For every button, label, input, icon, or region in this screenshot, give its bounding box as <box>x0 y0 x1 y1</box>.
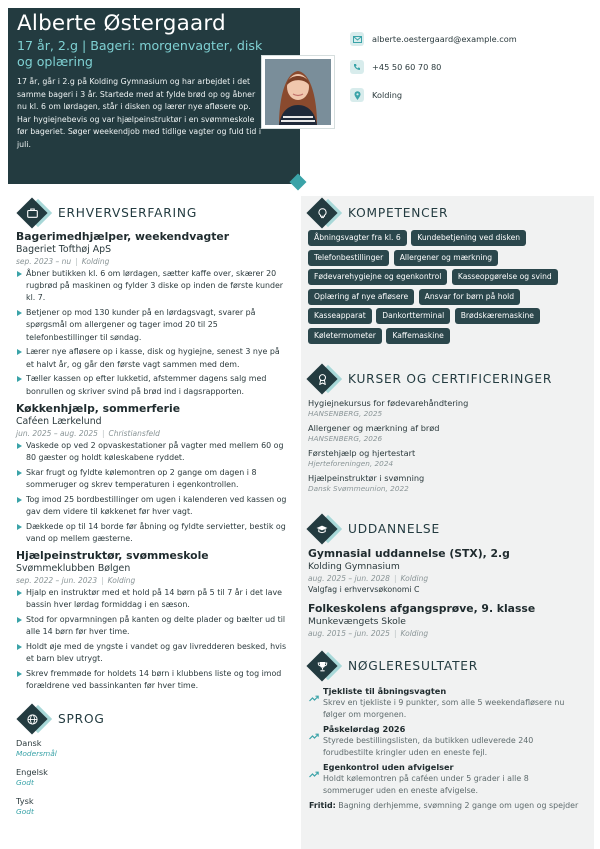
job-bullet: Betjener op mod 130 kunder på en lørdagsvagt, svarer på spørgsmål om allergener og tager imod 20 til 25 telefonbestillinger til søndag. <box>16 307 288 344</box>
education-entry <box>308 602 588 639</box>
experience-title: ERHVERVSERFARING <box>58 206 198 220</box>
education-entry <box>308 547 588 595</box>
experience-list <box>16 230 288 695</box>
job-bullet: Skar frugt og fyldte kølemontren op 2 gange om dagen i 8 sommeruger og skrev temperaturen i egenkontrollen. <box>16 467 288 491</box>
job-place: Christiansfeld <box>108 428 160 438</box>
languages-title: SPROG <box>58 712 105 726</box>
job-bullet: Tæller kassen op efter lukketid, afstemmer dagens salg med bonrullen og skriver svind på brød ind i dagsrapporten. <box>16 373 288 397</box>
education-place: Kolding <box>400 629 429 638</box>
trophy-icon <box>313 657 331 675</box>
contact-location: Kolding <box>372 90 403 100</box>
job-bullet: Hjalp en instruktør med et hold på 14 børn på 5 til 7 år i det lave bassin hver lørdag formiddag i en sæson. <box>16 587 288 611</box>
education-title: UDDANNELSE <box>348 522 440 536</box>
language-level: Godt <box>16 807 34 816</box>
contact-block <box>350 32 517 116</box>
job-meta: sep. 2022 – jun. 2023 | Kolding <box>16 576 136 586</box>
language-level: Modersmål <box>16 749 57 758</box>
result-title: Tjekliste til åbningsvagten <box>323 686 447 696</box>
job-title: Køkkenhjælp, sommerferie <box>16 401 181 415</box>
education-description: Valgfag i erhvervsøkonomi C <box>308 585 420 594</box>
courses-section-header <box>306 362 552 396</box>
job-bullet: Tog imod 25 bordbestillinger om ugen i kalenderen ved kassen og gav dem videre til køkkenet før hver vagt. <box>16 494 288 518</box>
job-bullet: Åbner butikken kl. 6 om lørdagen, sætter kaffe over, skærer 20 rugbrød på maskinen og fylder 3 diske op inden de første kunder kl. 7. <box>16 268 288 305</box>
job-period: jun. 2025 – aug. 2025 <box>16 428 98 438</box>
briefcase-icon <box>23 204 41 222</box>
job-bullet: Lærer nye afløsere op i kasse, disk og hygiejne, senest 3 nye på et halvt år, og går den første vagt sammen med dem. <box>16 346 288 370</box>
job-company: Svømmeklubben Bølgen <box>16 563 131 575</box>
result-item <box>309 686 579 721</box>
graduation-cap-icon <box>313 520 331 538</box>
result-description: Styrede bestillingslisten, da butikken udleverede 240 forudbestilte kringler uden en eneste fejl. <box>323 736 534 757</box>
result-title: Påskelørdag 2026 <box>323 724 406 734</box>
skill-chip: Kasseapparat <box>308 308 372 324</box>
education-degree: Gymnasial uddannelse (STX), 2.g <box>308 547 510 560</box>
spare-time-label: Fritid: <box>309 801 336 810</box>
education-place: Kolding <box>400 574 429 583</box>
job-bullets <box>16 268 288 398</box>
language-name: Dansk <box>16 738 42 748</box>
job-bullet: Holdt øje med de yngste i vandet og gav livredderen besked, hvis et barn blev utrygt. <box>16 641 288 665</box>
job-company: Bageriet Tofthøj ApS <box>16 244 112 255</box>
job-subtitle: 17 år, 2.g | Bageri: morgenvagter, disk og oplæring <box>17 38 263 69</box>
result-description: Skrev en tjekliste i 9 punkter, som alle 5 weekendafløsere nu følger om morgenen. <box>323 698 565 719</box>
contact-location-row <box>350 88 517 102</box>
courses-title: KURSER OG CERTIFICERINGER <box>348 372 553 386</box>
lightbulb-icon <box>313 204 331 222</box>
languages-list <box>16 738 288 825</box>
location-pin-icon <box>350 88 364 102</box>
person-name: Alberte Østergaard <box>17 11 226 36</box>
trend-up-icon <box>309 687 319 706</box>
profile-photo <box>262 56 334 128</box>
contact-phone[interactable]: +45 50 60 70 80 <box>372 62 442 72</box>
phone-icon <box>350 60 364 74</box>
results-section-header <box>306 649 478 683</box>
education-period: aug. 2015 – jun. 2025 <box>308 629 390 638</box>
skill-chip: Kasseopgørelse og svind <box>452 269 558 285</box>
trend-up-icon <box>309 725 319 744</box>
job-bullets <box>16 440 288 545</box>
result-title: Egenkontrol uden afvigelser <box>323 762 454 772</box>
award-ribbon-icon <box>313 370 331 388</box>
education-period: aug. 2025 – jun. 2028 <box>308 574 390 583</box>
languages-section-header <box>16 702 105 736</box>
header-panel <box>8 8 300 184</box>
contact-phone-row[interactable] <box>350 60 517 74</box>
education-degree: Folkeskolens afgangsprøve, 9. klasse <box>308 602 536 615</box>
course-item <box>308 398 588 419</box>
spare-time-text: Bagning derhjemme, svømning 2 gange om ugen og spejder <box>338 801 579 810</box>
skill-chip: Allergener og mærkning <box>394 250 498 266</box>
skill-chip: Fødevarehygiejne og egenkontrol <box>308 269 447 285</box>
job-title: Bagerimedhjælper, weekendvagter <box>16 230 230 243</box>
course-name: Hjælpeinstruktør i svømning <box>308 473 425 483</box>
skill-chip: Åbningsvagter fra kl. 6 <box>308 230 407 246</box>
job-period: sep. 2023 – nu <box>16 257 72 266</box>
courses-list <box>308 398 588 498</box>
experience-section-header <box>16 196 197 230</box>
skill-chip: Oplæring af nye afløsere <box>308 289 414 305</box>
course-item <box>308 473 588 494</box>
education-meta: aug. 2025 – jun. 2028 | Kolding <box>308 574 429 583</box>
job-bullet: Dækkede op til 14 borde før åbning og fyldte servietter, bestik og vand op mellem gæsterne. <box>16 521 288 545</box>
result-description: Holdt kølemontren på caféen under 5 grader i alle 8 sommeruger uden en eneste afvigelse. <box>323 774 529 795</box>
job-place: Kolding <box>81 257 110 266</box>
course-item <box>308 423 588 444</box>
course-meta: Hjerteforeningen, 2024 <box>308 459 394 468</box>
course-item <box>308 448 588 469</box>
job-company: Caféen Lærkelund <box>16 415 102 427</box>
job-place: Kolding <box>107 576 136 586</box>
skill-chip: Kaffemaskine <box>386 328 449 344</box>
profile-summary: 17 år, går i 2.g på Kolding Gymnasium og har arbejdet i det samme bageri i 3 år. Startede med at fylde brød op og åbner nu kl. 6 om lørdagen, står i disken og lærer nye afløsere op. Har hygiejnebevis og var hjælpeinstruktør i en svømmeskole før bageriet. Søger weekendjob med tidlige vagter og fuld tid i juli. <box>17 77 261 149</box>
skill-chip: Dankortterminal <box>376 308 450 324</box>
result-item <box>309 762 579 797</box>
contact-email-row[interactable] <box>350 32 517 46</box>
skill-chip: Kundebetjening ved disken <box>411 230 526 246</box>
results-list <box>309 686 579 812</box>
job-entry <box>16 549 288 692</box>
job-meta: jun. 2025 – aug. 2025 | Christiansfeld <box>16 428 160 438</box>
mail-icon <box>350 32 364 46</box>
job-bullets <box>16 587 288 692</box>
education-list <box>308 547 588 639</box>
course-name: Allergener og mærkning af brød <box>308 423 440 433</box>
job-bullet: Skrev fremmøde for holdets 14 børn i klubbens liste og tog imod forældrene ved bassinkanten før hver time. <box>16 668 288 692</box>
education-school: Kolding Gymnasium <box>308 561 400 572</box>
language-name: Engelsk <box>16 767 48 777</box>
course-name: Førstehjælp og hjertestart <box>308 448 416 458</box>
skill-chip: Brødskæremaskine <box>455 308 540 324</box>
job-period: sep. 2022 – jun. 2023 <box>16 576 98 586</box>
education-section-header <box>306 512 440 546</box>
job-bullet: Stod for opvarmningen på kanten og delte plader og bælter ud til alle 14 børn før hver time. <box>16 614 288 638</box>
globe-icon <box>23 710 41 728</box>
job-entry <box>16 230 288 398</box>
results-title: NØGLERESULTATER <box>348 659 479 673</box>
job-meta: sep. 2023 – nu | Kolding <box>16 257 110 266</box>
education-school: Munkevængets Skole <box>308 616 406 627</box>
education-meta: aug. 2015 – jun. 2025 | Kolding <box>308 629 429 638</box>
result-item <box>309 724 579 759</box>
language-name: Tysk <box>16 796 34 806</box>
course-meta: HANSENBERG, 2026 <box>308 434 383 443</box>
skills-title: KOMPETENCER <box>348 206 449 220</box>
course-meta: Dansk Svømmeunion, 2022 <box>308 484 409 493</box>
skills-chip-list <box>308 230 586 344</box>
skill-chip: Køletermometer <box>308 328 382 344</box>
job-bullet: Vaskede op ved 2 opvaskestationer på vagter med mellem 60 og 80 gæster og holdt køleskabene ryddet. <box>16 440 288 464</box>
job-entry <box>16 402 288 545</box>
trend-up-icon <box>309 763 319 782</box>
contact-email[interactable]: alberte.oestergaard@example.com <box>372 34 517 44</box>
language-level: Godt <box>16 778 34 787</box>
skills-section-header <box>306 196 448 230</box>
course-meta: HANSENBERG, 2025 <box>308 409 383 418</box>
skill-chip: Telefonbestillinger <box>308 250 389 266</box>
skill-chip: Ansvar for børn på hold <box>419 289 520 305</box>
spare-time <box>309 800 579 812</box>
course-name: Hygiejnekursus for fødevarehåndtering <box>308 398 469 408</box>
job-title: Hjælpeinstruktør, svømmeskole <box>16 549 209 563</box>
